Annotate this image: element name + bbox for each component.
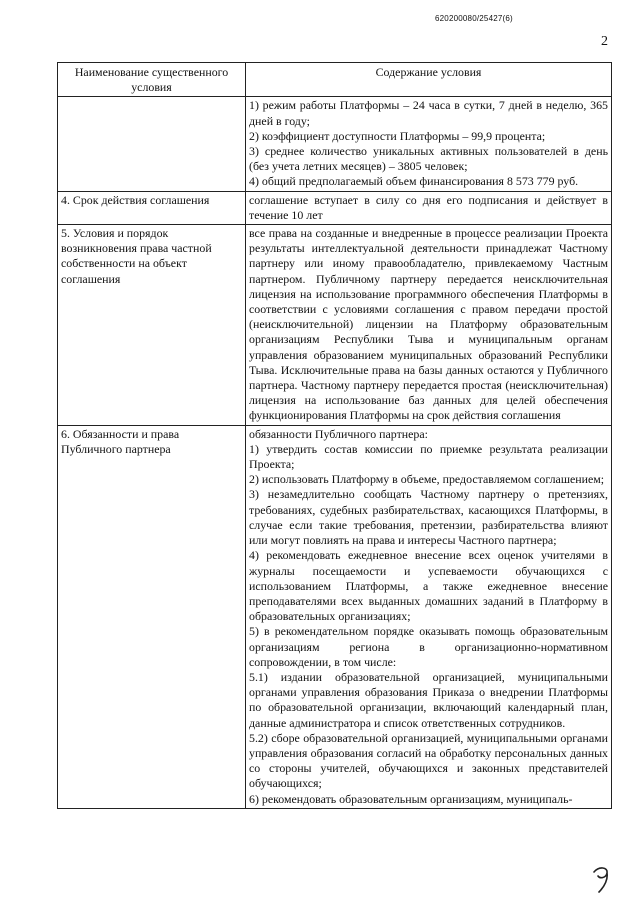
table-row (58, 225, 612, 426)
content-paragraph: 3) среднее количество уникальных активных пользователей в день (без учета летних месяцев) – 3805 человек; (249, 144, 608, 174)
page-number: 2 (601, 34, 608, 49)
content-paragraph: 6) рекомендовать образовательным организациям, муниципаль- (249, 791, 573, 806)
content-paragraph: 4) общий предполагаемый объем финансирования 8 573 779 руб. (249, 174, 579, 189)
content-paragraph: 2) использовать Платформу в объеме, предоставляемом соглашением; (249, 472, 605, 487)
condition-content-cell (246, 425, 612, 808)
content-paragraph: 4) рекомендовать ежедневное внесение всех оценок учителями в журналы посещаемости и успеваемости обучающихся с использованием Платформы, а также ежедневное внесение преподавателями всех выданных домашних заданий в Платформу в образовательных организациях; (249, 548, 608, 624)
table-row (58, 425, 612, 808)
conditions-table (57, 62, 612, 809)
condition-name-cell: 4. Срок действия соглашения (58, 191, 246, 224)
content-paragraph: 5.1) издании образовательной организацией, муниципальными органами управления образования Приказа о внедрении Платформы по образовательной организации, включающий календарный план, данные администратора и список ответственных сотрудников. (249, 669, 608, 730)
content-paragraph: все права на созданные и внедренные в процессе реализации Проекта результаты интеллектуальной деятельности принадлежат Частному партнеру или иному правообладателю, привлекаемому Частным партнером. Публичному партнеру передается неисключительная лицензия на использование программного обеспечения Платформы в соответствии с условиями соглашения с правом передачи простой (неисключительной) лицензии на Платформу образовательным организациям Республики Тыва и муниципальным органам управления образованием муниципальных образований Республики Тыва. Исключительные права на базы данных остаются у Публичного партнера. Частному партнеру передается простая (неисключительная) лицензия на использование баз данных для целей обеспечения функционирования Платформы на срок действия соглашения (249, 226, 608, 423)
content-paragraph: 5) в рекомендательном порядке оказывать помощь образовательным организациям региона в организационно-нормативном сопровождении, в том числе: (249, 624, 608, 669)
condition-content-cell (246, 191, 612, 224)
content-paragraph: обязанности Публичного партнера: (249, 426, 428, 441)
table-row (58, 191, 612, 224)
column-header-condition-name: Наименование существенного условия (58, 63, 246, 97)
handwritten-signature (590, 862, 616, 894)
content-paragraph: 2) коэффициент доступности Платформы – 99,9 процента; (249, 128, 546, 143)
table-header-row (58, 63, 612, 97)
condition-name-cell: 6. Обязанности и права Публичного партнера (58, 425, 246, 808)
condition-content-cell (246, 97, 612, 191)
content-paragraph: 1) режим работы Платформы – 24 часа в сутки, 7 дней в неделю, 365 дней в году; (249, 98, 608, 128)
content-paragraph: 3) незамедлительно сообщать Частному партнеру о претензиях, требованиях, судебных разбирательствах, касающихся Платформы, в случае если такие требования, претензии, разбирательства влияют или могут повлиять на права и интересы Частного партнера; (249, 487, 608, 548)
document-number: 620200080/25427(6) (435, 14, 513, 23)
content-paragraph: 5.2) сборе образовательной организацией, муниципальными органами управления образования согласий на обработку персональных данных со стороны учителей, обучающихся и законных представителей обучающихся; (249, 730, 608, 791)
content-paragraph: 1) утвердить состав комиссии по приемке результата реализации Проекта; (249, 441, 608, 472)
condition-content-cell (246, 225, 612, 426)
table-row (58, 97, 612, 191)
content-paragraph: соглашение вступает в силу со дня его подписания и действует в течение 10 лет (249, 192, 608, 222)
condition-name-cell (58, 97, 246, 191)
condition-name-cell: 5. Условия и порядок возникновения права частной собственности на объект соглашения (58, 225, 246, 426)
column-header-condition-content: Содержание условия (246, 63, 612, 97)
